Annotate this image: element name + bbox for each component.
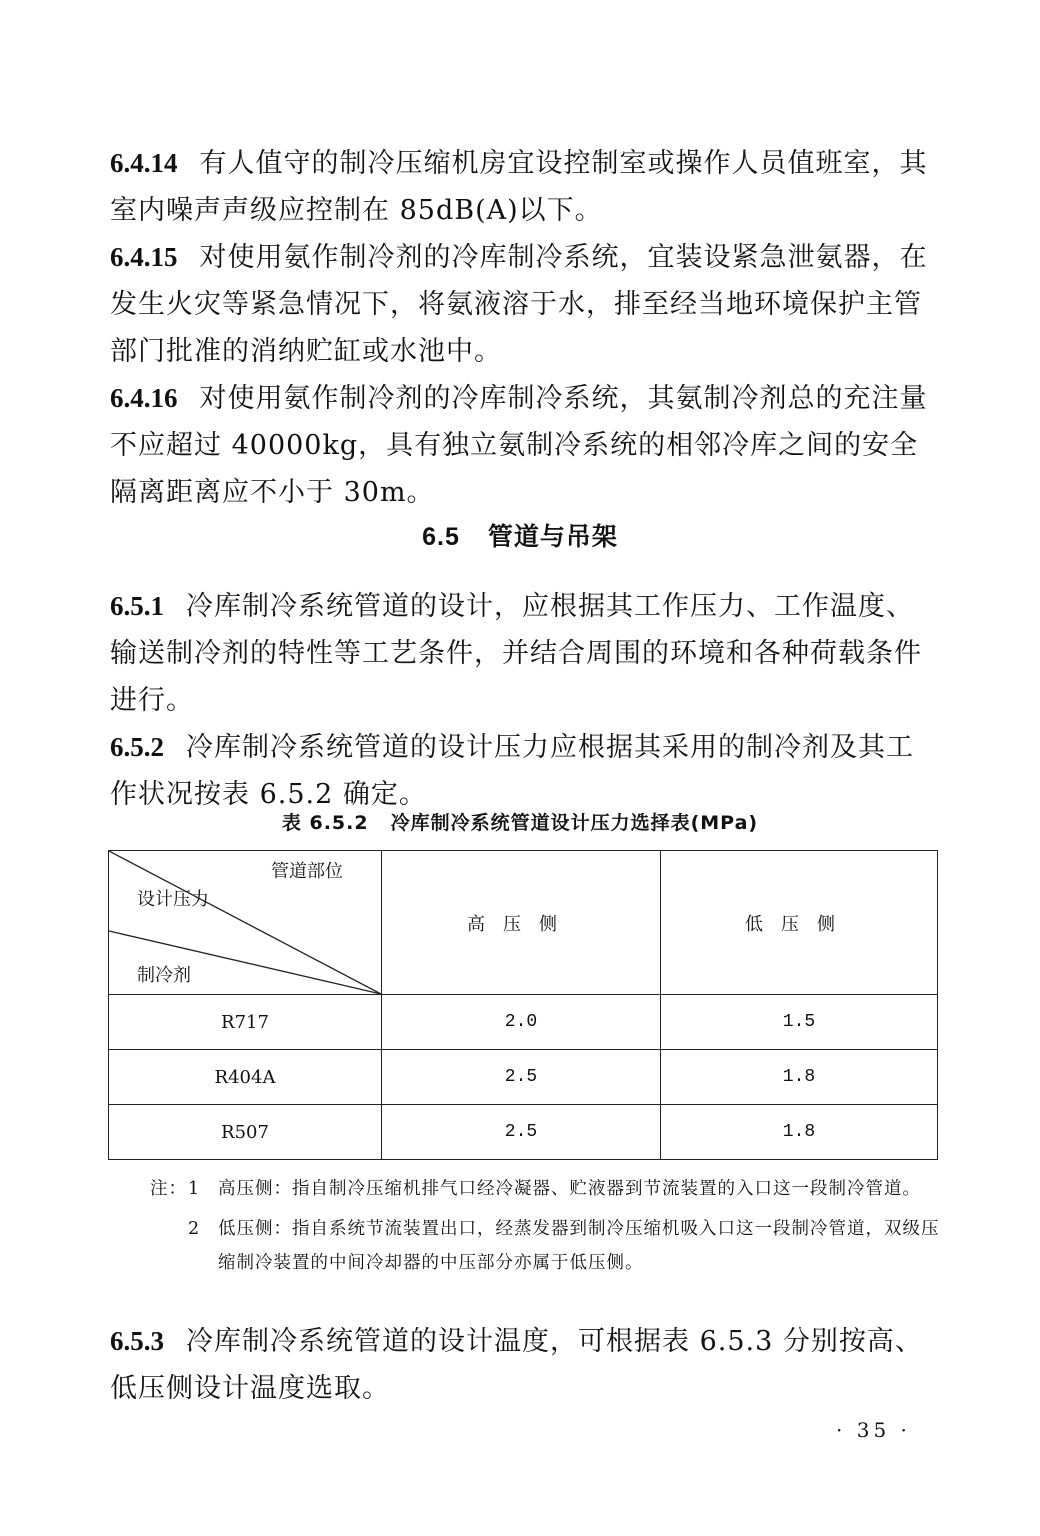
paragraph-group-bottom bbox=[110, 1318, 940, 1412]
clause-6-4-16 bbox=[110, 375, 940, 516]
cell-low: 1.8 bbox=[661, 1050, 938, 1105]
table-notes bbox=[150, 1172, 940, 1280]
table-number: 表 6.5.2 bbox=[281, 812, 369, 834]
table-caption bbox=[0, 808, 1040, 835]
paragraph-group-mid bbox=[110, 583, 940, 818]
clause-number: 6.4.15 bbox=[110, 242, 178, 272]
clause-number: 6.4.16 bbox=[110, 383, 178, 413]
corner-label-pipe-part: 管道部位 bbox=[271, 861, 343, 882]
clause-6-5-1 bbox=[110, 583, 940, 724]
corner-label-design-pressure: 设计压力 bbox=[137, 889, 209, 910]
clause-text: 冷库制冷系统管道的设计温度，可根据表 6.5.3 分别按高、低压侧设计温度选取。 bbox=[110, 1326, 923, 1404]
cell-high: 2.5 bbox=[382, 1105, 661, 1160]
section-title: 管道与吊架 bbox=[487, 522, 618, 551]
clause-text: 冷库制冷系统管道的设计压力应根据其采用的制冷剂及其工作状况按表 6.5.2 确定。 bbox=[110, 732, 914, 810]
clause-text: 对使用氨作制冷剂的冷库制冷系统，其氨制冷剂总的充注量不应超过 40000kg，具有独立氨制冷系统的相邻冷库之间的安全隔离距离应不小于 30m。 bbox=[110, 383, 928, 508]
clause-text: 冷库制冷系统管道的设计，应根据其工作压力、工作温度、输送制冷剂的特性等工艺条件，并结合周围的环境和各种荷载条件进行。 bbox=[110, 591, 922, 716]
clause-number: 6.5.1 bbox=[110, 591, 164, 621]
corner-label-refrigerant: 制冷剂 bbox=[137, 965, 191, 986]
clause-6-5-3 bbox=[110, 1318, 940, 1412]
clause-number: 6.5.3 bbox=[110, 1326, 164, 1356]
note-label: 注： bbox=[150, 1179, 187, 1199]
note-text: 高压侧：指自制冷压缩机排气口经冷凝器、贮液器到节流装置的入口这一段制冷管道。 bbox=[218, 1179, 921, 1199]
clause-6-4-14 bbox=[110, 140, 940, 234]
clause-text: 有人值守的制冷压缩机房宜设控制室或操作人员值班室，其室内噪声声级应控制在 85dB(A)以下。 bbox=[110, 148, 928, 226]
table-row bbox=[109, 1105, 938, 1160]
cell-refrigerant: R507 bbox=[109, 1105, 382, 1160]
table-header-row bbox=[109, 851, 938, 995]
cell-low: 1.8 bbox=[661, 1105, 938, 1160]
cell-low: 1.5 bbox=[661, 995, 938, 1050]
clause-number: 6.5.2 bbox=[110, 732, 164, 762]
cell-refrigerant: R404A bbox=[109, 1050, 382, 1105]
cell-high: 2.0 bbox=[382, 995, 661, 1050]
section-heading bbox=[0, 517, 1040, 553]
header-low-pressure: 低压侧 bbox=[661, 851, 938, 995]
note-number: 1 bbox=[188, 1179, 201, 1199]
header-high-pressure: 高压侧 bbox=[382, 851, 661, 995]
table-row bbox=[109, 1050, 938, 1105]
paragraph-group-top bbox=[110, 140, 940, 516]
table-title: 冷库制冷系统管道设计压力选择表(MPa) bbox=[390, 812, 759, 834]
cell-refrigerant: R717 bbox=[109, 995, 382, 1050]
note-item bbox=[150, 1212, 940, 1280]
clause-6-4-15 bbox=[110, 234, 940, 375]
note-item bbox=[150, 1172, 940, 1206]
page-number: · 35 · bbox=[836, 1418, 911, 1442]
note-number: 2 bbox=[188, 1219, 201, 1239]
cell-high: 2.5 bbox=[382, 1050, 661, 1105]
table-row bbox=[109, 995, 938, 1050]
pressure-table bbox=[108, 850, 938, 1160]
corner-header-cell bbox=[109, 851, 382, 995]
section-number: 6.5 bbox=[422, 523, 460, 551]
clause-text: 对使用氨作制冷剂的冷库制冷系统，宜装设紧急泄氨器，在发生火灾等紧急情况下，将氨液溶于水，排至经当地环境保护主管部门批准的消纳贮缸或水池中。 bbox=[110, 242, 928, 367]
note-text: 低压侧：指自系统节流装置出口，经蒸发器到制冷压缩机吸入口这一段制冷管道，双级压缩制冷装置的中间冷却器的中压部分亦属于低压侧。 bbox=[218, 1219, 940, 1273]
clause-6-5-2 bbox=[110, 724, 940, 818]
clause-number: 6.4.14 bbox=[110, 148, 178, 178]
